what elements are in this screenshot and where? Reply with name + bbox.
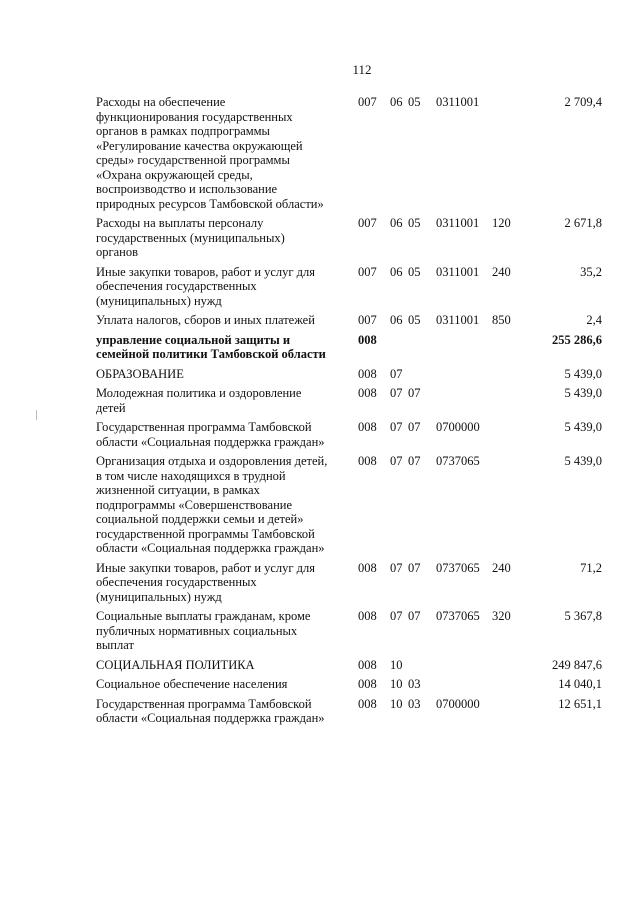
ministry-code: 008: [358, 366, 377, 381]
ministry-code: 007: [358, 216, 377, 230]
margin-mark: [36, 410, 37, 420]
ministry-code: 008: [358, 609, 377, 623]
row-description: Социальные выплаты гражданам, кроме публичных нормативных социальных выплат: [96, 609, 311, 652]
ministry-code: 008: [358, 386, 377, 400]
target-code: 0737065: [436, 454, 480, 468]
section-code: 07: [390, 609, 403, 623]
page-number: 112: [352, 62, 372, 77]
amount: 2 709,4: [564, 95, 602, 109]
amount: 71,2: [580, 560, 602, 575]
subsection-code: 03: [408, 677, 421, 691]
target-code: 0700000: [436, 420, 480, 434]
table-row: [96, 95, 602, 211]
section-code: 06: [390, 216, 403, 230]
target-code: 0311001: [436, 95, 480, 109]
amount: 2,4: [586, 313, 602, 327]
section-code: 07: [390, 454, 403, 468]
row-description: Иные закупки товаров, работ и услуг для обеспечения государственных (муниципальных) нужд: [96, 264, 316, 308]
row-description: ОБРАЗОВАНИЕ: [96, 366, 184, 381]
budget-table: [96, 95, 602, 731]
ministry-code: 008: [358, 454, 377, 468]
section-code: 10: [390, 657, 403, 672]
row-description: Расходы на выплаты персоналу государственных (муниципальных) органов: [96, 216, 285, 259]
target-code: 0737065: [436, 560, 480, 575]
row-description: Иные закупки товаров, работ и услуг для обеспечения государственных (муниципальных) нужд: [96, 560, 316, 604]
table-row: [96, 216, 602, 260]
section-code: 06: [390, 95, 403, 109]
row-description: Уплата налогов, сборов и иных платежей: [96, 313, 315, 327]
amount: 14 040,1: [558, 677, 602, 691]
amount: 255 286,6: [552, 332, 602, 347]
amount: 5 439,0: [564, 454, 602, 468]
table-row: [96, 386, 602, 415]
amount: 5 439,0: [564, 420, 602, 434]
amount: 12 651,1: [558, 696, 602, 711]
subsection-code: 07: [408, 609, 421, 623]
row-description: Социальное обеспечение населения: [96, 677, 288, 691]
row-description: Государственная программа Тамбовской области «Социальная поддержка граждан»: [96, 696, 325, 725]
ministry-code: 008: [358, 560, 377, 575]
row-description: Государственная программа Тамбовской области «Социальная поддержка граждан»: [96, 420, 325, 449]
ministry-code: 008: [358, 420, 377, 434]
ministry-code: 008: [358, 332, 377, 347]
target-code: 0311001: [436, 313, 480, 327]
table-row: [96, 420, 602, 449]
section-code: 06: [390, 313, 403, 327]
section-code: 07: [390, 560, 403, 575]
target-code: 0737065: [436, 609, 480, 623]
section-code: 07: [390, 366, 403, 381]
section-code: 10: [390, 696, 403, 711]
ministry-code: 007: [358, 313, 377, 327]
expense-type-code: 120: [492, 216, 511, 230]
row-description: Молодежная политика и оздоровление детей: [96, 386, 302, 415]
row-description: Организация отдыха и оздоровления детей, в том числе находящихся в трудной жизненной ситуации, в рамках подпрограммы «Совершенствование социальной поддержки семьи и детей» государственной программы Тамбовской области «Социальная поддержка граждан»: [96, 454, 328, 555]
expense-type-code: 240: [492, 264, 511, 279]
table-row: [96, 677, 602, 692]
ministry-code: 007: [358, 95, 377, 109]
table-row-department: [96, 333, 602, 362]
subsection-code: 05: [408, 216, 421, 230]
amount: 5 367,8: [564, 609, 602, 623]
table-row: [96, 454, 602, 556]
expense-type-code: 240: [492, 560, 511, 575]
expense-type-code: 320: [492, 609, 511, 623]
subsection-code: 07: [408, 420, 421, 434]
ministry-code: 008: [358, 677, 377, 691]
table-row: [96, 609, 602, 653]
ministry-code: 008: [358, 657, 377, 672]
target-code: 0700000: [436, 696, 480, 711]
amount: 35,2: [580, 264, 602, 279]
amount: 5 439,0: [564, 366, 602, 381]
subsection-code: 07: [408, 454, 421, 468]
ministry-code: 008: [358, 696, 377, 711]
amount: 249 847,6: [552, 657, 602, 672]
row-description: управление социальной защиты и семейной политики Тамбовской области: [96, 332, 326, 361]
subsection-code: 07: [408, 560, 421, 575]
table-row: [96, 697, 602, 726]
section-code: 07: [390, 420, 403, 434]
row-description: СОЦИАЛЬНАЯ ПОЛИТИКА: [96, 657, 255, 672]
subsection-code: 05: [408, 313, 421, 327]
amount: 5 439,0: [564, 386, 602, 400]
section-code: 06: [390, 264, 403, 279]
table-row: [96, 265, 602, 309]
table-row: [96, 313, 602, 328]
table-row: [96, 658, 602, 673]
subsection-code: 03: [408, 696, 421, 711]
ministry-code: 007: [358, 264, 377, 279]
section-code: 07: [390, 386, 403, 400]
target-code: 0311001: [436, 216, 480, 230]
amount: 2 671,8: [564, 216, 602, 230]
section-code: 10: [390, 677, 403, 691]
subsection-code: 05: [408, 264, 421, 279]
target-code: 0311001: [436, 264, 480, 279]
expense-type-code: 850: [492, 313, 511, 327]
table-row: [96, 367, 602, 382]
row-description: Расходы на обеспечение функционирования государственных органов в рамках подпрограммы «Регулирование качества окружающей среды» государственной программы «Охрана окружающей среды, воспроизводство и использование природных ресурсов Тамбовской области»: [96, 95, 324, 211]
subsection-code: 07: [408, 386, 421, 400]
table-row: [96, 561, 602, 605]
subsection-code: 05: [408, 95, 421, 109]
